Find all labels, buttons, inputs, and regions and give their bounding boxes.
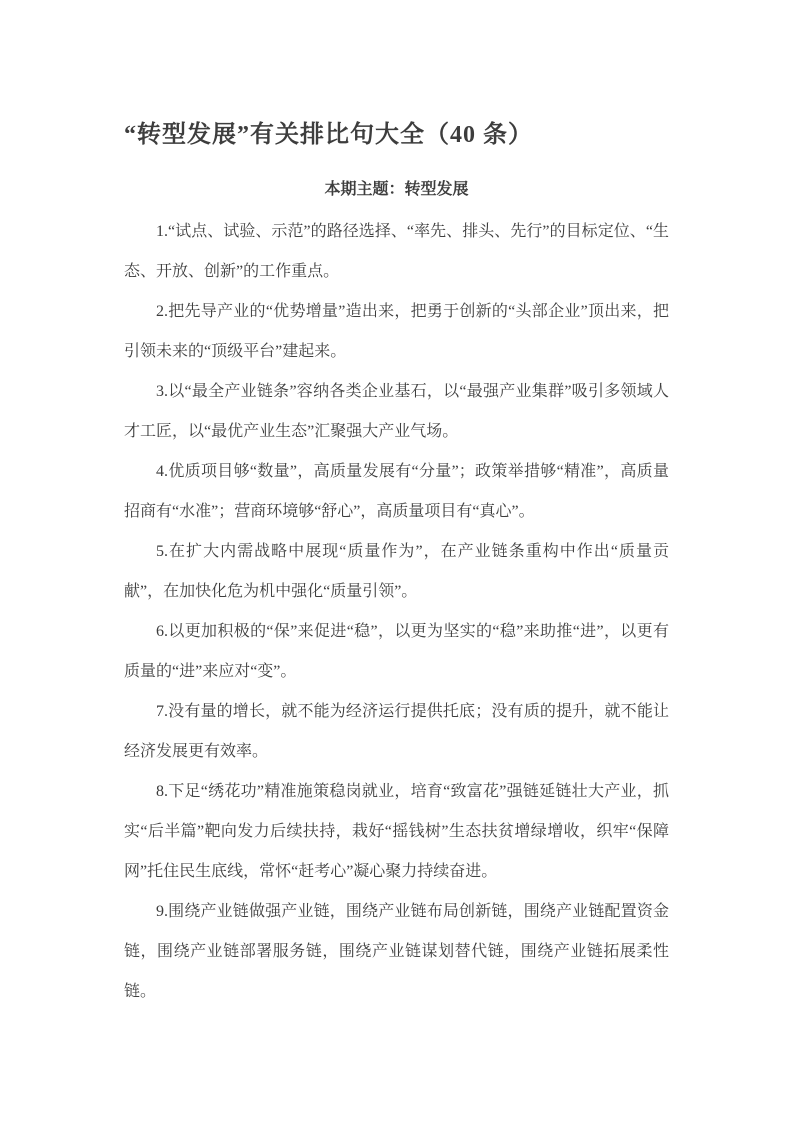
paragraph-9: 9.围绕产业链做强产业链，围绕产业链布局创新链，围绕产业链配置资金链，围绕产业链部署服务链，围绕产业链谋划替代链，围绕产业链拓展柔性链。: [124, 903, 669, 1000]
paragraph-7: 7.没有量的增长，就不能为经济运行提供托底；没有质的提升，就不能让经济发展更有效率。: [124, 703, 669, 760]
paragraph-3: 3.以“最全产业链条”容纳各类企业基石，以“最强产业集群”吸引多领域人才工匠，以“最优产业生态”汇聚强大产业气场。: [124, 383, 669, 440]
paragraph-6: 6.以更加积极的“保”来促进“稳”，以更为坚实的“稳”来助推“进”，以更有质量的“进”来应对“变”。: [124, 623, 669, 680]
paragraph-5: 5.在扩大内需战略中展现“质量作为”，在产业链条重构中作出“质量贡献”，在加快化危为机中强化“质量引领”。: [124, 543, 669, 600]
paragraph-8: 8.下足“绣花功”精准施策稳岗就业，培育“致富花”强链延链壮大产业，抓实“后半篇”靶向发力后续扶持，栽好“摇钱树”生态扶贫增绿增收，织牢“保障网”托住民生底线，常怀“赶考心”凝心聚力持续奋进。: [124, 783, 669, 880]
paragraph-4: 4.优质项目够“数量”，高质量发展有“分量”；政策举措够“精准”，高质量招商有“水准”；营商环境够“舒心”，高质量项目有“真心”。: [124, 463, 669, 520]
paragraph-1: 1.“试点、试验、示范”的路径选择、“率先、排头、先行”的目标定位、“生态、开放、创新”的工作重点。: [124, 223, 669, 280]
document-title: “转型发展”有关排比句大全（40 条）: [124, 122, 533, 148]
document-body: [124, 212, 669, 1012]
paragraph-2: 2.把先导产业的“优势增量”造出来，把勇于创新的“头部企业”顶出来，把引领未来的“顶级平台”建起来。: [124, 303, 669, 360]
document-subtitle: 本期主题：转型发展: [324, 181, 469, 198]
